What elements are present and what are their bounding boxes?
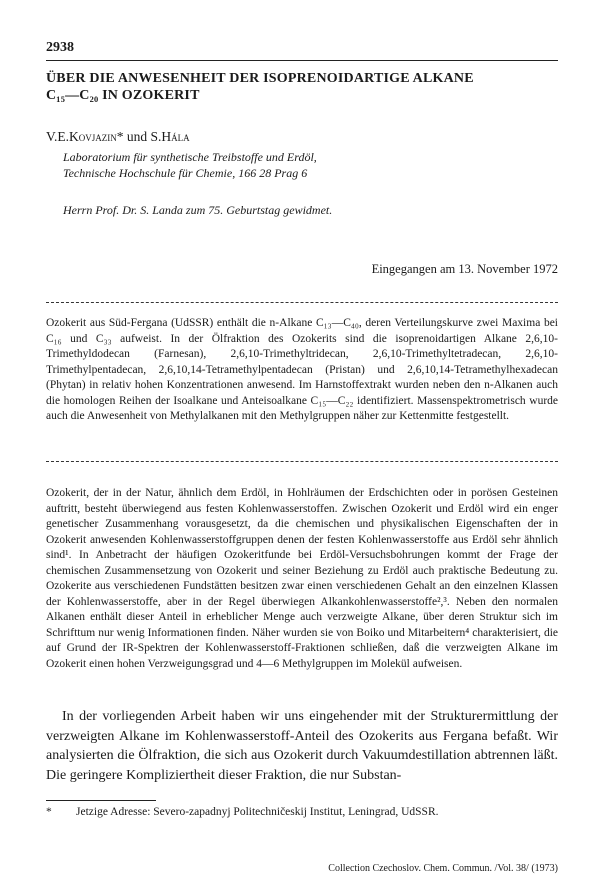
page-number: 2938 [46, 40, 74, 55]
introduction-paragraph: Ozokerit, der in der Natur, ähnlich dem Erdöl, in Hohlräumen der Erdschichten oder in porösen Gesteinen auftritt, besteht überwiegend aus festen Kohlenwasserstoffen. Zwischen Ozokerit und Erdöl wird ein enger genetischer Zusammenhang vorausgesetzt, da die chemischen und physikalischen Eigenschaften der in Ozokerit anwesenden Kohlenwasserstoffgruppen denen der festen Kohlenwasserstoffe aus Erdöl sehr ähnlich sind¹. In Anbetracht der häufigen Ozokeritfunde bei Erdöl-Versuchsbohrungen kommt der Frage der chemischen Zusammensetzung von Ozokerit und seiner Beziehung zu Erdöl auch praktische Bedeutung zu. Ozokerite aus verschiedenen Fundstätten besitzen zwar einen verschiedenen Gehalt an den einzelnen Klassen der Kohlenwasserstoffe, aber in der Regel überwiegen Alkankohlenwasserstoffe²,³. Neben den normalen Alkanen enthält dieser Anteil in erheblicher Menge auch verzweigte Alkane, über deren Struktur sich im Schrifttum nur wenig Informationen finden. Näher wurden sie von Boiko und Mitarbeitern⁴ charakterisiert, die auf Grund der IR-Spektren der Kohlenwasserstoff-Fraktionen schließen, daß die verzweigten Alkane im Ozokerit einen hohen Verzweigungsgrad und 4—6 Methylgruppen im Molekül aufweisen. [46, 487, 558, 670]
author-2-initials: S. [150, 129, 162, 144]
footnote-text: Jetzige Adresse: Severo-zapadnyj Politechničeskij Institut, Leningrad, UdSSR. [76, 806, 439, 818]
author-1-footnote-mark: * [116, 129, 124, 144]
dedication: Herrn Prof. Dr. S. Landa zum 75. Geburtstag gewidmet. [63, 203, 333, 217]
received-date: Eingegangen am 13. November 1972 [371, 262, 558, 276]
footnote-rule [46, 800, 156, 801]
title-line-2: C₁₅—C₂₀ IN OZOKERIT [46, 88, 200, 103]
affiliation [63, 149, 317, 181]
author-conjunction: und [123, 129, 151, 144]
author-1-surname: Kovjazin [69, 129, 117, 144]
affiliation-line-1: Laboratorium für synthetische Treibstoffe und Erdöl, [63, 150, 317, 164]
author-2-surname: Hála [161, 129, 190, 144]
title-line-1: ÜBER DIE ANWESENHEIT DER ISOPRENOIDARTIGE ALKANE [46, 71, 474, 86]
main-paragraph-text: In der vorliegenden Arbeit haben wir uns eingehender mit der Strukturermittlung der verzweigten Alkane im Kohlenwasserstoff-Anteil des Ozokerits aus Fergana befaßt. Wir analysierten die Ölfraktion, die sich aus Ozokerit durch Vakuumdestillation abtrennen läßt. Die geringere Kompliziertheit dieser Fraktion, die nur Substan- [46, 709, 558, 783]
header-rule [46, 60, 558, 61]
main-paragraph [46, 707, 558, 785]
footnote-mark: * [46, 806, 52, 818]
abstract-bottom-rule [46, 461, 558, 462]
author-1-initials: V.E. [46, 129, 70, 144]
abstract: Ozokerit aus Süd-Fergana (UdSSR) enthält die n-Alkane C₁₃—C₄₀, deren Verteilungskurve zwei Maxima bei C₁₆ und C₃₃ aufweist. In der Ölfraktion des Ozokerits sind die isoprenoidartigen Alkane 2,6,10-Trimethyldodecan (Farnesan), 2,6,10-Trimethyltridecan, 2,6,10-Trimethyltetradecan, 2,6,10-Trimethylpentadecan, 2,6,10,14-Tetramethylpentadecan (Pristan) und 2,6,10,14-Tetramethylhexadecan (Phytan) in relativ hohen Konzentrationen anwesend. Im Harnstoffextrakt wurden neben den n-Alkanen auch die homologen Reihen der Isoalkane und Anteisoalkane C₁₅—C₂₂ identifiziert. Massenspektrometrisch wurde auch die Anwesenheit von Methylalkanen mit den Methylgruppen näher zur Kettenmitte festgestellt. [46, 317, 558, 422]
journal-citation: Collection Czechoslov. Chem. Commun. /Vol. 38/ (1973) [328, 863, 558, 874]
affiliation-line-2: Technische Hochschule für Chemie, 166 28 Prag 6 [63, 166, 308, 180]
footnote [46, 806, 439, 818]
author-line [46, 129, 190, 145]
article-title [46, 70, 558, 104]
abstract-top-rule [46, 302, 558, 303]
